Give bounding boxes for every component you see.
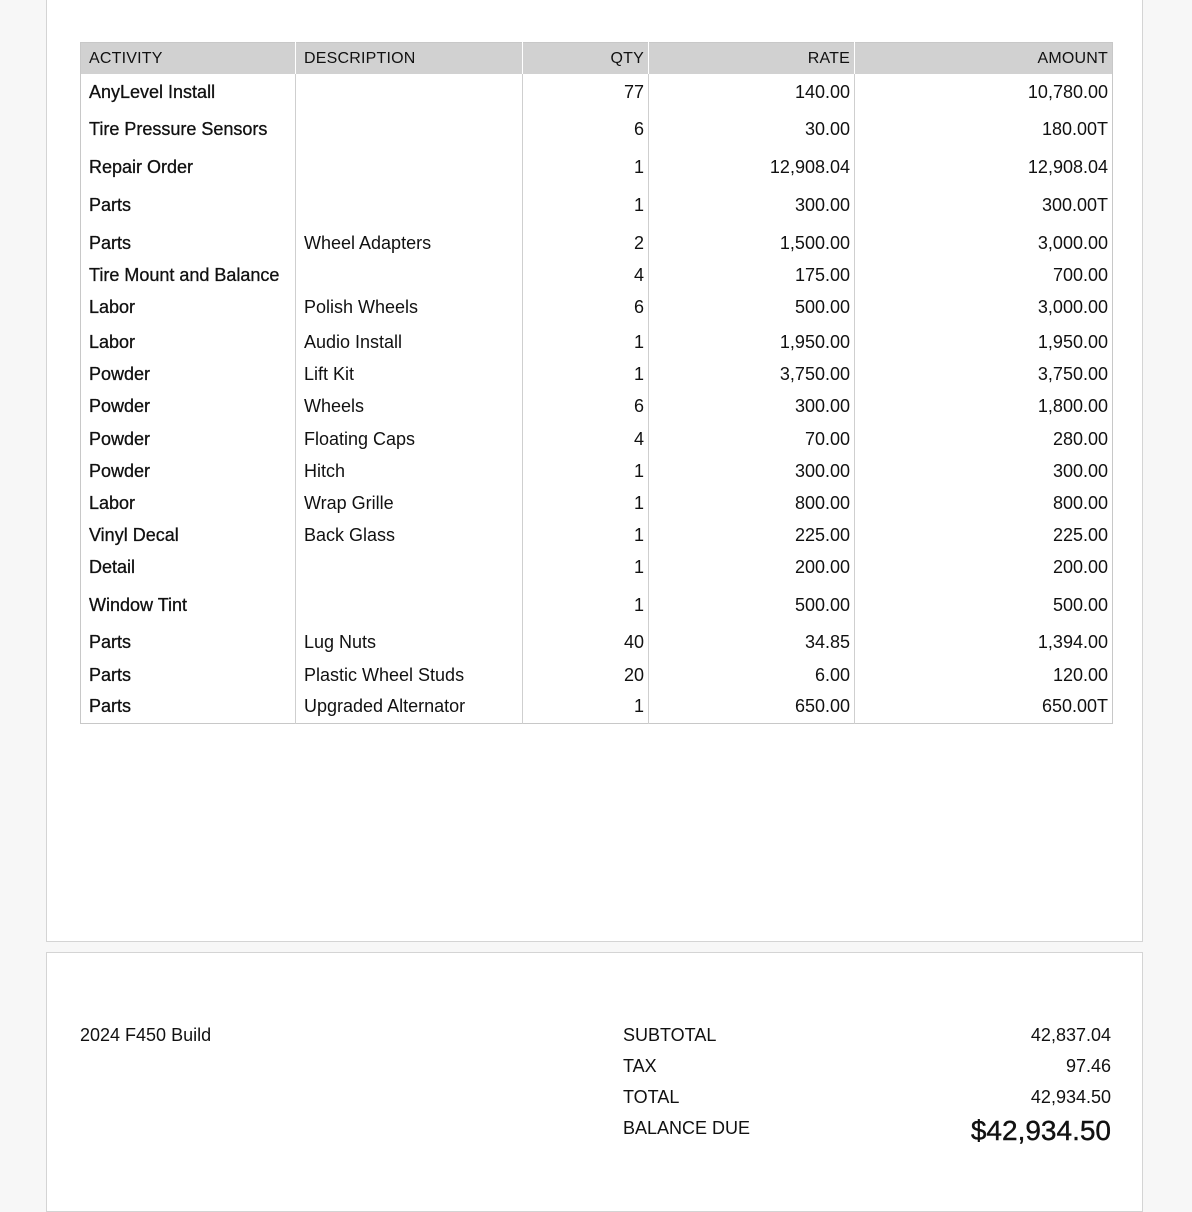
cell-amount: 280.00 [855, 423, 1113, 455]
table-row [81, 74, 1113, 110]
line-items-table [80, 42, 1113, 724]
cell-amount: 180.00T [855, 110, 1113, 148]
table-row [81, 358, 1113, 390]
cell-amount: 300.00T [855, 186, 1113, 224]
cell-qty: 1 [523, 326, 649, 358]
table-row [81, 262, 1113, 288]
cell-qty: 1 [523, 455, 649, 487]
balance-due-value: $42,934.50 [970, 1115, 1111, 1146]
cell-description [296, 584, 523, 626]
cell-description [296, 110, 523, 148]
cell-rate: 650.00 [649, 691, 855, 723]
cell-activity: Detail [89, 557, 136, 577]
cell-description: Audio Install [296, 326, 523, 358]
cell-activity: Tire Mount and Balance [89, 264, 280, 285]
cell-activity: Labor [89, 296, 136, 317]
invoice-page-summary [46, 952, 1143, 1212]
total-label: TOTAL [623, 1087, 680, 1107]
cell-rate: 225.00 [649, 519, 855, 551]
cell-qty: 1 [523, 487, 649, 519]
cell-activity: Repair Order [89, 156, 194, 177]
cell-rate: 300.00 [649, 455, 855, 487]
table-row [81, 659, 1113, 691]
cell-qty: 1 [523, 691, 649, 723]
cell-description: Polish Wheels [296, 288, 523, 326]
total-row [623, 1087, 1111, 1118]
table-row [81, 455, 1113, 487]
cell-amount: 10,780.00 [855, 74, 1113, 110]
cell-amount: 200.00 [855, 551, 1113, 584]
cell-qty: 6 [523, 390, 649, 423]
balance-due-label: BALANCE DUE [623, 1118, 751, 1138]
cell-amount: 300.00 [855, 455, 1113, 487]
cell-rate: 500.00 [649, 288, 855, 326]
table-row [81, 487, 1113, 519]
totals-block [623, 1025, 1111, 1149]
cell-rate: 200.00 [649, 551, 855, 584]
cell-activity: Powder [89, 396, 151, 416]
cell-amount: 1,950.00 [855, 326, 1113, 358]
cell-description: Floating Caps [296, 423, 523, 455]
cell-amount: 120.00 [855, 659, 1113, 691]
cell-qty: 2 [523, 224, 649, 262]
cell-activity: Parts [89, 664, 132, 685]
cell-amount: 225.00 [855, 519, 1113, 551]
table-row [81, 626, 1113, 659]
cell-qty: 20 [523, 659, 649, 691]
cell-activity: Powder [89, 428, 151, 449]
cell-qty: 1 [523, 148, 649, 186]
cell-activity: Parts [89, 696, 132, 717]
cell-description: Hitch [296, 455, 523, 487]
cell-rate: 800.00 [649, 487, 855, 519]
subtotal-label: SUBTOTAL [623, 1025, 717, 1045]
header-description: DESCRIPTION [296, 43, 523, 75]
table-row [81, 288, 1113, 326]
table-header [81, 43, 1113, 75]
cell-description: Lift Kit [296, 358, 523, 390]
cell-activity: Labor [89, 492, 136, 513]
table-row [81, 390, 1113, 423]
table-row [81, 186, 1113, 224]
invoice-memo: 2024 F450 Build [80, 1025, 212, 1045]
cell-qty: 40 [523, 626, 649, 659]
cell-amount: 800.00 [855, 487, 1113, 519]
cell-activity: Parts [89, 232, 132, 253]
cell-amount: 650.00T [855, 691, 1113, 723]
subtotal-row [623, 1025, 1111, 1056]
cell-activity: Powder [89, 460, 151, 481]
invoice-page-items [46, 0, 1143, 942]
cell-description [296, 262, 523, 288]
cell-description: Wheels [296, 390, 523, 423]
cell-description [296, 74, 523, 110]
cell-description [296, 551, 523, 584]
cell-rate: 140.00 [649, 74, 855, 110]
cell-rate: 3,750.00 [649, 358, 855, 390]
cell-qty: 6 [523, 110, 649, 148]
cell-amount: 500.00 [855, 584, 1113, 626]
cell-activity: Vinyl Decal [89, 524, 179, 545]
cell-rate: 12,908.04 [649, 148, 855, 186]
cell-activity: Parts [89, 632, 132, 652]
header-amount: AMOUNT [855, 43, 1113, 75]
header-qty: QTY [523, 43, 649, 75]
cell-description: Wheel Adapters [296, 224, 523, 262]
cell-description: Plastic Wheel Studs [296, 659, 523, 691]
subtotal-value: 42,837.04 [1030, 1025, 1111, 1045]
balance-due-row [623, 1115, 1111, 1149]
cell-activity: Window Tint [89, 594, 188, 615]
cell-activity: Tire Pressure Sensors [89, 118, 268, 139]
cell-qty: 1 [523, 358, 649, 390]
cell-amount: 3,000.00 [855, 224, 1113, 262]
cell-rate: 500.00 [649, 584, 855, 626]
cell-qty: 4 [523, 262, 649, 288]
cell-activity: Labor [89, 331, 136, 352]
table-row [81, 224, 1113, 262]
cell-amount: 3,750.00 [855, 358, 1113, 390]
cell-amount: 3,000.00 [855, 288, 1113, 326]
cell-amount: 1,394.00 [855, 626, 1113, 659]
table-row [81, 551, 1113, 584]
total-value: 42,934.50 [1030, 1087, 1111, 1107]
cell-qty: 4 [523, 423, 649, 455]
cell-rate: 34.85 [649, 626, 855, 659]
table-row [81, 326, 1113, 358]
cell-activity: Powder [89, 363, 151, 384]
table-row [81, 148, 1113, 186]
cell-qty: 77 [523, 74, 649, 110]
cell-rate: 300.00 [649, 390, 855, 423]
tax-label: TAX [623, 1056, 657, 1076]
cell-activity: Parts [89, 194, 132, 215]
tax-row [623, 1056, 1111, 1087]
table-row [81, 691, 1113, 723]
cell-amount: 1,800.00 [855, 390, 1113, 423]
header-rate: RATE [649, 43, 855, 75]
cell-description [296, 148, 523, 186]
cell-amount: 700.00 [855, 262, 1113, 288]
cell-qty: 1 [523, 551, 649, 584]
cell-rate: 175.00 [649, 262, 855, 288]
cell-qty: 1 [523, 186, 649, 224]
table-body [81, 74, 1113, 723]
table-row [81, 423, 1113, 455]
cell-activity: AnyLevel Install [89, 81, 216, 102]
cell-description: Back Glass [296, 519, 523, 551]
cell-description: Lug Nuts [296, 626, 523, 659]
cell-rate: 300.00 [649, 186, 855, 224]
cell-description [296, 186, 523, 224]
table-row [81, 110, 1113, 148]
cell-qty: 1 [523, 584, 649, 626]
cell-rate: 1,950.00 [649, 326, 855, 358]
table-row [81, 519, 1113, 551]
cell-rate: 70.00 [649, 423, 855, 455]
tax-value: 97.46 [1065, 1056, 1111, 1076]
cell-qty: 6 [523, 288, 649, 326]
header-activity: ACTIVITY [81, 43, 296, 75]
cell-description: Wrap Grille [296, 487, 523, 519]
cell-rate: 1,500.00 [649, 224, 855, 262]
cell-description: Upgraded Alternator [296, 691, 523, 723]
table-row [81, 584, 1113, 626]
cell-rate: 30.00 [649, 110, 855, 148]
cell-qty: 1 [523, 519, 649, 551]
cell-amount: 12,908.04 [855, 148, 1113, 186]
cell-rate: 6.00 [649, 659, 855, 691]
